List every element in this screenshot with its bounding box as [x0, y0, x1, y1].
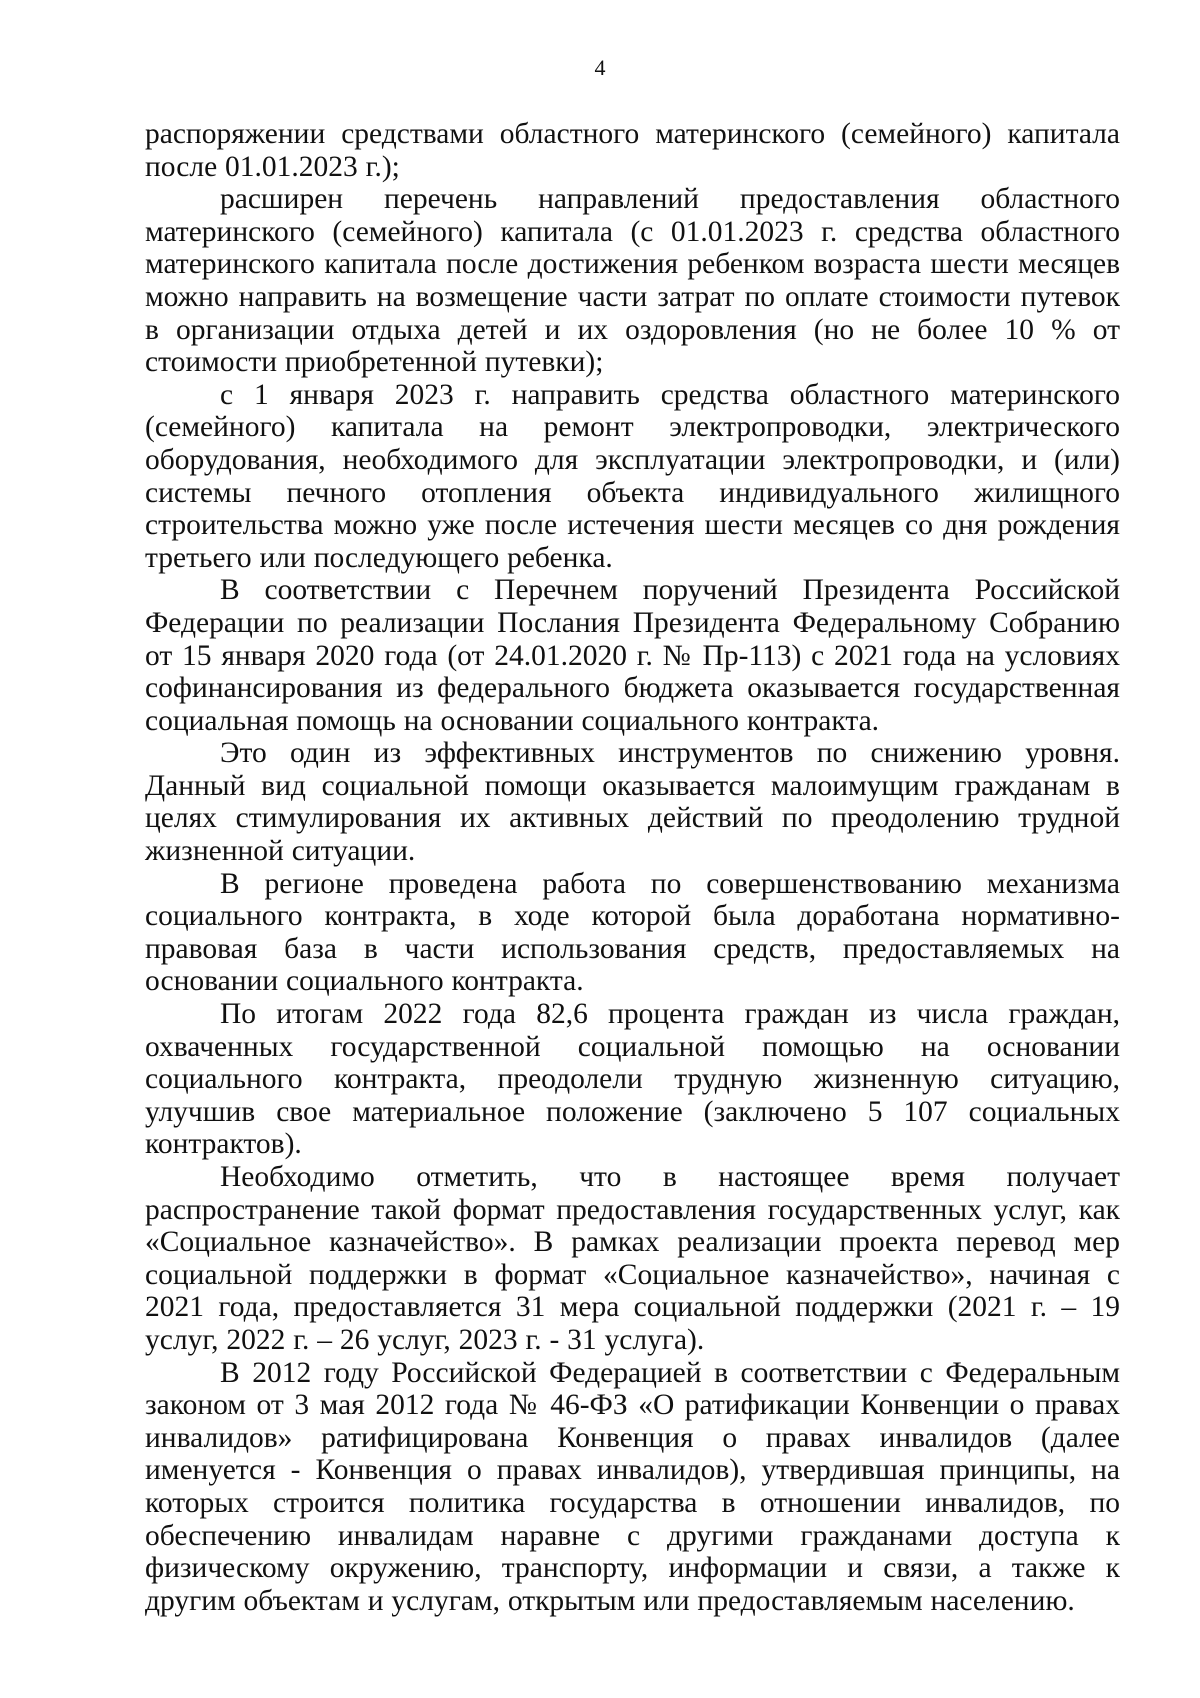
- paragraph: расширен перечень направлений предоставления областного материнского (семейного) капитала (с 01.01.2023 г. средства областного материнского капитала после достижения ребенком возраста шести месяцев можно направить на возмещение части затрат по оплате стоимости путевок в организации отдыха детей и их оздоровления (но не более 10 % от стоимости приобретенной путевки);: [145, 183, 1120, 379]
- paragraph-continuation: распоряжении средствами областного материнского (семейного) капитала после 01.01.2023 г.);: [145, 118, 1120, 183]
- paragraph: с 1 января 2023 г. направить средства областного материнского (семейного) капитала на ремонт электропроводки, электрического оборудования, необходимого для эксплуатации электропроводки, и (или) системы печного отопления объекта индивидуального жилищного строительства можно уже после истечения шести месяцев со дня рождения третьего или последующего ребенка.: [145, 378, 1120, 574]
- paragraph: По итогам 2022 года 82,6 процента граждан из числа граждан, охваченных государственной социальной помощью на основании социального контракта, преодолели трудную жизненную ситуацию, улучшив свое материальное положение (заключено 5 107 социальных контрактов).: [145, 998, 1120, 1161]
- page-number: 4: [594, 55, 606, 80]
- paragraph: Необходимо отметить, что в настоящее время получает распространение такой формат предоставления государственных услуг, как «Социальное казначейство». В рамках реализации проекта перевод мер социальной поддержки в формат «Социальное казначейство», начиная с 2021 года, предоставляется 31 мера социальной поддержки (2021 г. – 19 услуг, 2022 г. – 26 услуг, 2023 г. - 31 услуга).: [145, 1161, 1120, 1356]
- paragraph: В регионе проведена работа по совершенствованию механизма социального контракта, в ходе которой была доработана нормативно-правовая база в части использования средств, предоставляемых на основании социального контракта.: [145, 867, 1120, 998]
- paragraph: Это один из эффективных инструментов по снижению уровня. Данный вид социальной помощи оказывается малоимущим гражданам в целях стимулирования их активных действий по преодолению трудной жизненной ситуации.: [145, 737, 1120, 868]
- document-body: [145, 118, 1120, 1617]
- paragraph: В соответствии с Перечнем поручений Президента Российской Федерации по реализации Послания Президента Федеральному Собранию от 15 января 2020 года (от 24.01.2020 г. № Пр-113) с 2021 года на условиях софинансирования из федерального бюджета оказывается государственная социальная помощь на основании социального контракта.: [145, 574, 1120, 737]
- paragraph: В 2012 году Российской Федерацией в соответствии с Федеральным законом от 3 мая 2012 года № 46-ФЗ «О ратификации Конвенции о правах инвалидов» ратифицирована Конвенция о правах инвалидов (далее именуется - Конвенция о правах инвалидов), утвердившая принципы, на которых строится политика государства в отношении инвалидов, по обеспечению инвалидам наравне с другими гражданами доступа к физическому окружению, транспорту, информации и связи, а также к другим объектам и услугам, открытым или предоставляемым населению.: [145, 1356, 1120, 1617]
